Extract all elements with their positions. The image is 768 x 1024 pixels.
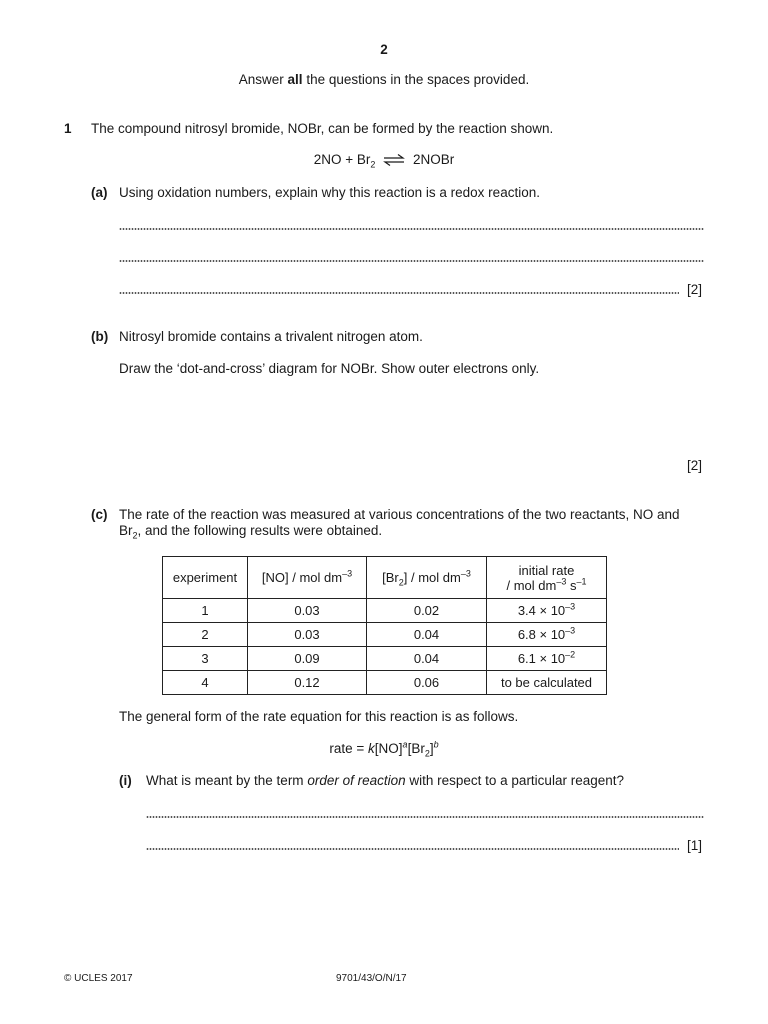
header-br2-concentration: $[Br_2]$ / mol $dm^{-3}$ bbox=[367, 557, 487, 599]
cell-rate: $6.1 \times 10^{-2}$ bbox=[487, 647, 607, 671]
part-b-text-1: Nitrosyl bromide contains a trivalent nitrogen atom. bbox=[119, 329, 423, 344]
part-c-text-2: $Br_2$, and the following results were obtained. bbox=[119, 523, 383, 541]
part-b-label: (b) bbox=[91, 329, 109, 344]
part-b-text-2: Draw the ‘dot-and-cross’ diagram for NOBr. Show outer electrons only. bbox=[119, 361, 540, 376]
instruction: Answer all the questions in the spaces provided. bbox=[238, 72, 530, 87]
cell-experiment: 2 bbox=[163, 623, 248, 647]
cell-rate: $3.4 \times 10^{-3}$ bbox=[487, 599, 607, 623]
part-b-marks: [2] bbox=[687, 458, 703, 473]
cell-experiment: 4 bbox=[163, 671, 248, 695]
cell-br2: 0.06 bbox=[367, 671, 487, 695]
reaction-equation: $2NO + Br_2$ 2NOBr bbox=[313, 152, 455, 170]
general-form-text: The general form of the rate equation for this reaction is as follows. bbox=[119, 709, 519, 724]
rate-equation: rate = $k[NO]^a[Br_2]^b$ bbox=[329, 739, 439, 759]
cell-no: 0.09 bbox=[248, 647, 367, 671]
cell-br2: 0.04 bbox=[367, 647, 487, 671]
cell-experiment: 3 bbox=[163, 647, 248, 671]
part-c-i-marks: [1] bbox=[687, 838, 703, 853]
cell-no: 0.03 bbox=[248, 623, 367, 647]
cell-br2: 0.04 bbox=[367, 623, 487, 647]
cell-rate: $6.8 \times 10^{-3}$ bbox=[487, 623, 607, 647]
question-intro: The compound nitrosyl bromide, NOBr, can be formed by the reaction shown. bbox=[91, 121, 554, 136]
cell-experiment: 1 bbox=[163, 599, 248, 623]
page-number: 2 bbox=[380, 42, 388, 57]
part-a-label: (a) bbox=[91, 185, 108, 200]
header-experiment: experiment bbox=[163, 557, 248, 599]
footer-paper-code: 9701/43/O/N/17 bbox=[336, 973, 407, 984]
cell-rate: to be calculated bbox=[487, 671, 607, 695]
answer-line[interactable] bbox=[146, 837, 679, 851]
table-row bbox=[163, 647, 607, 671]
cell-br2: 0.02 bbox=[367, 599, 487, 623]
part-c-i-text: What is meant by the term order of reaction with respect to a particular reagent? bbox=[146, 773, 624, 788]
cell-no: 0.03 bbox=[248, 599, 367, 623]
part-c-i-label: (i) bbox=[119, 773, 132, 788]
header-no-concentration: [NO] / mol $dm^{-3}$ bbox=[248, 557, 367, 599]
table-row bbox=[163, 671, 607, 695]
part-c-label: (c) bbox=[91, 507, 108, 522]
table-row bbox=[163, 623, 607, 647]
table-row bbox=[163, 599, 607, 623]
answer-line[interactable] bbox=[119, 281, 679, 295]
part-a-marks: [2] bbox=[687, 282, 703, 297]
answer-line[interactable] bbox=[119, 249, 704, 263]
part-a-text: Using oxidation numbers, explain why this reaction is a redox reaction. bbox=[119, 185, 540, 200]
drawing-area[interactable] bbox=[119, 385, 704, 455]
footer-copyright: © UCLES 2017 bbox=[64, 973, 133, 984]
question-number: 1 bbox=[64, 121, 72, 136]
answer-line[interactable] bbox=[119, 217, 704, 231]
header-initial-rate: initial rate / mol $dm^{-3}$ $s^{-1}$ bbox=[487, 557, 607, 599]
answer-line[interactable] bbox=[146, 805, 704, 819]
table-header-row bbox=[163, 557, 607, 599]
cell-no: 0.12 bbox=[248, 671, 367, 695]
rate-data-table bbox=[162, 556, 607, 695]
part-c-text-1: The rate of the reaction was measured at various concentrations of the two reactants, NO and bbox=[119, 507, 680, 522]
equilibrium-arrow-icon bbox=[383, 154, 405, 166]
